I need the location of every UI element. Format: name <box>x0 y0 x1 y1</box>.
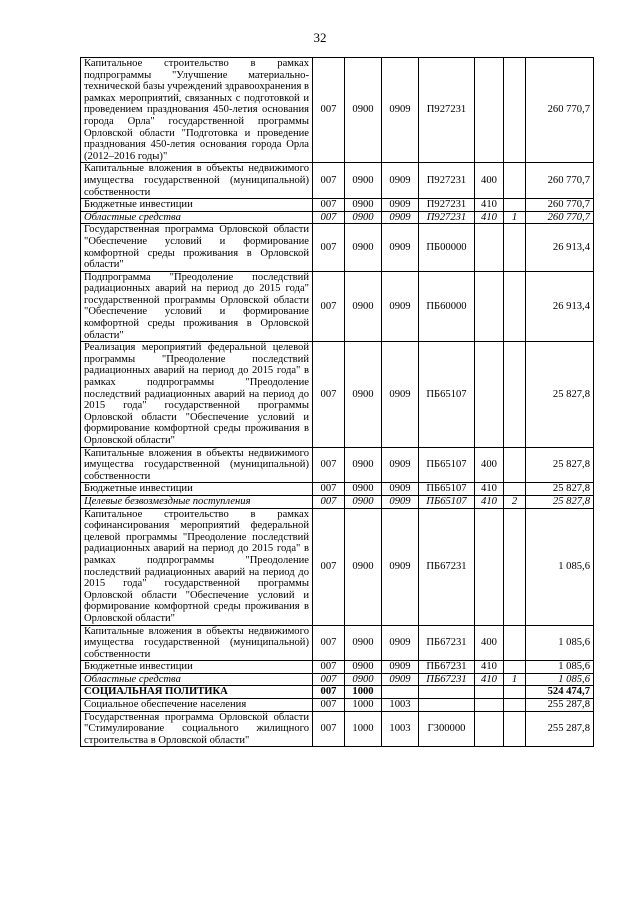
row-target-article-cell: ПБ67231 <box>419 625 475 661</box>
row-section-cell: 0900 <box>345 673 382 686</box>
row-name-cell: Социальное обеспечение населения <box>81 699 313 712</box>
row-name-cell: Реализация мероприятий федеральной целевой программы "Преодоление последствий радиационных аварий на период до 2015 года" в рамках подпрограммы "Преодоление последствий радиационных аварий на период до 2015 года" государственной программы Орловской области "Обеспечение условий и формирование комфортной среды проживания в Орловской области" <box>81 342 313 447</box>
table-row <box>81 495 594 508</box>
row-target-article-cell <box>419 699 475 712</box>
budget-table <box>80 57 594 747</box>
table-row <box>81 58 594 163</box>
row-grbs-cell: 007 <box>313 447 345 483</box>
row-sum-cell: 25 827,8 <box>526 495 594 508</box>
row-sum-cell: 25 827,8 <box>526 342 594 447</box>
row-subsection-cell: 0909 <box>382 271 419 342</box>
row-grbs-cell: 007 <box>313 224 345 271</box>
row-sum-cell: 260 770,7 <box>526 58 594 163</box>
row-subsection-cell: 0909 <box>382 625 419 661</box>
row-source-cell <box>504 342 526 447</box>
row-expense-type-cell: 410 <box>475 211 504 224</box>
row-subsection-cell: 0909 <box>382 199 419 212</box>
row-target-article-cell: ПБ67231 <box>419 508 475 625</box>
row-sum-cell: 260 770,7 <box>526 199 594 212</box>
row-subsection-cell: 0909 <box>382 211 419 224</box>
row-source-cell <box>504 271 526 342</box>
row-target-article-cell: Г300000 <box>419 711 475 747</box>
row-grbs-cell: 007 <box>313 711 345 747</box>
table-row <box>81 625 594 661</box>
row-subsection-cell: 1003 <box>382 699 419 712</box>
row-subsection-cell: 0909 <box>382 508 419 625</box>
row-source-cell <box>504 699 526 712</box>
budget-table-body <box>81 58 594 747</box>
row-expense-type-cell: 410 <box>475 661 504 674</box>
row-expense-type-cell <box>475 508 504 625</box>
row-subsection-cell: 0909 <box>382 661 419 674</box>
row-subsection-cell: 0909 <box>382 495 419 508</box>
row-target-article-cell: ПБ67231 <box>419 661 475 674</box>
row-source-cell <box>504 508 526 625</box>
row-source-cell <box>504 199 526 212</box>
row-section-cell: 0900 <box>345 447 382 483</box>
row-expense-type-cell <box>475 224 504 271</box>
table-row <box>81 711 594 747</box>
row-grbs-cell: 007 <box>313 686 345 699</box>
row-source-cell <box>504 58 526 163</box>
row-section-cell: 0900 <box>345 661 382 674</box>
row-sum-cell: 1 085,6 <box>526 673 594 686</box>
row-sum-cell: 25 827,8 <box>526 447 594 483</box>
table-row <box>81 699 594 712</box>
row-grbs-cell: 007 <box>313 483 345 496</box>
row-name-cell: Капитальные вложения в объекты недвижимого имущества государственной (муниципальной) собственности <box>81 447 313 483</box>
row-name-cell: Государственная программа Орловской области "Стимулирование социального жилищного строительства в Орловской области" <box>81 711 313 747</box>
row-sum-cell: 260 770,7 <box>526 163 594 199</box>
row-name-cell: Государственная программа Орловской области "Обеспечение условий и формирование комфортной среды проживания в Орловской области" <box>81 224 313 271</box>
row-name-cell: Областные средства <box>81 211 313 224</box>
table-row <box>81 508 594 625</box>
row-source-cell <box>504 625 526 661</box>
row-expense-type-cell <box>475 699 504 712</box>
row-name-cell: Бюджетные инвестиции <box>81 483 313 496</box>
row-expense-type-cell: 410 <box>475 483 504 496</box>
row-target-article-cell: ПБ60000 <box>419 271 475 342</box>
row-expense-type-cell: 400 <box>475 447 504 483</box>
row-name-cell: Областные средства <box>81 673 313 686</box>
row-sum-cell: 1 085,6 <box>526 508 594 625</box>
row-section-cell: 0900 <box>345 271 382 342</box>
row-target-article-cell: ПБ65107 <box>419 342 475 447</box>
row-grbs-cell: 007 <box>313 163 345 199</box>
row-section-cell: 0900 <box>345 211 382 224</box>
row-section-cell: 0900 <box>345 224 382 271</box>
row-source-cell: 2 <box>504 495 526 508</box>
row-subsection-cell: 0909 <box>382 224 419 271</box>
table-row <box>81 342 594 447</box>
row-grbs-cell: 007 <box>313 211 345 224</box>
row-expense-type-cell: 400 <box>475 163 504 199</box>
row-name-cell: Капитальное строительство в рамках софинансирования мероприятий федеральной целевой программы "Преодоление последствий радиационных аварий на период до 2015 года" в рамках подпрограммы "Преодоление последствий радиационных аварий на период до 2015 года" государственной программы Орловской области "Обеспечение условий и формирование комфортной среды проживания в Орловской области" <box>81 508 313 625</box>
row-target-article-cell: ПБ67231 <box>419 673 475 686</box>
row-section-cell: 1000 <box>345 699 382 712</box>
table-row <box>81 447 594 483</box>
row-source-cell: 1 <box>504 211 526 224</box>
row-grbs-cell: 007 <box>313 58 345 163</box>
row-expense-type-cell: 410 <box>475 199 504 212</box>
row-sum-cell: 255 287,8 <box>526 711 594 747</box>
row-section-cell: 1000 <box>345 686 382 699</box>
row-source-cell <box>504 483 526 496</box>
row-expense-type-cell: 400 <box>475 625 504 661</box>
table-row <box>81 686 594 699</box>
row-expense-type-cell <box>475 58 504 163</box>
row-target-article-cell: П927231 <box>419 211 475 224</box>
table-row <box>81 271 594 342</box>
row-target-article-cell: ПБ65107 <box>419 447 475 483</box>
row-name-cell: Бюджетные инвестиции <box>81 661 313 674</box>
row-sum-cell: 26 913,4 <box>526 271 594 342</box>
row-grbs-cell: 007 <box>313 342 345 447</box>
row-expense-type-cell <box>475 686 504 699</box>
row-section-cell: 1000 <box>345 711 382 747</box>
row-sum-cell: 1 085,6 <box>526 661 594 674</box>
row-target-article-cell: П927231 <box>419 163 475 199</box>
row-grbs-cell: 007 <box>313 661 345 674</box>
row-sum-cell: 524 474,7 <box>526 686 594 699</box>
table-row <box>81 673 594 686</box>
row-section-cell: 0900 <box>345 495 382 508</box>
row-grbs-cell: 007 <box>313 625 345 661</box>
row-grbs-cell: 007 <box>313 508 345 625</box>
row-target-article-cell: П927231 <box>419 58 475 163</box>
row-expense-type-cell <box>475 711 504 747</box>
row-subsection-cell: 0909 <box>382 673 419 686</box>
row-section-cell: 0900 <box>345 58 382 163</box>
row-name-cell: Капитальное строительство в рамках подпрограммы "Улучшение материально-технической базы учреждений здравоохранения в рамках мероприятий, связанных с подготовкой и проведением празднования 450-летия основания города Орла" государственной программы Орловской области "Подготовка и проведение празднования 450-летия основания города Орла (2012–2016 годы)" <box>81 58 313 163</box>
row-sum-cell: 26 913,4 <box>526 224 594 271</box>
row-expense-type-cell <box>475 271 504 342</box>
row-expense-type-cell: 410 <box>475 495 504 508</box>
row-source-cell <box>504 661 526 674</box>
row-grbs-cell: 007 <box>313 495 345 508</box>
row-target-article-cell: ПБ65107 <box>419 495 475 508</box>
table-row <box>81 224 594 271</box>
row-sum-cell: 260 770,7 <box>526 211 594 224</box>
table-row <box>81 163 594 199</box>
row-sum-cell: 1 085,6 <box>526 625 594 661</box>
page-number: 32 <box>313 30 327 45</box>
row-subsection-cell: 0909 <box>382 447 419 483</box>
row-subsection-cell <box>382 686 419 699</box>
row-section-cell: 0900 <box>345 625 382 661</box>
row-expense-type-cell: 410 <box>475 673 504 686</box>
row-name-cell: Подпрограмма "Преодоление последствий радиационных аварий на период до 2015 года" государственной программы Орловской области "Обеспечение условий и формирование комфортной среды проживания в Орловской области" <box>81 271 313 342</box>
row-section-cell: 0900 <box>345 342 382 447</box>
row-expense-type-cell <box>475 342 504 447</box>
row-subsection-cell: 0909 <box>382 483 419 496</box>
row-grbs-cell: 007 <box>313 199 345 212</box>
row-target-article-cell: ПБ65107 <box>419 483 475 496</box>
row-sum-cell: 25 827,8 <box>526 483 594 496</box>
row-source-cell: 1 <box>504 673 526 686</box>
row-grbs-cell: 007 <box>313 673 345 686</box>
row-section-cell: 0900 <box>345 199 382 212</box>
row-section-cell: 0900 <box>345 483 382 496</box>
row-subsection-cell: 0909 <box>382 58 419 163</box>
row-grbs-cell: 007 <box>313 699 345 712</box>
row-subsection-cell: 0909 <box>382 163 419 199</box>
table-row <box>81 661 594 674</box>
row-name-cell: Капитальные вложения в объекты недвижимого имущества государственной (муниципальной) собственности <box>81 625 313 661</box>
row-section-cell: 0900 <box>345 163 382 199</box>
row-name-cell: Целевые безвозмездные поступления <box>81 495 313 508</box>
row-source-cell <box>504 224 526 271</box>
row-section-cell: 0900 <box>345 508 382 625</box>
row-source-cell <box>504 711 526 747</box>
row-subsection-cell: 1003 <box>382 711 419 747</box>
table-row <box>81 483 594 496</box>
row-target-article-cell: П927231 <box>419 199 475 212</box>
row-source-cell <box>504 163 526 199</box>
table-row <box>81 211 594 224</box>
row-name-cell: Капитальные вложения в объекты недвижимого имущества государственной (муниципальной) собственности <box>81 163 313 199</box>
table-row <box>81 199 594 212</box>
row-sum-cell: 255 287,8 <box>526 699 594 712</box>
row-subsection-cell: 0909 <box>382 342 419 447</box>
row-target-article-cell: ПБ00000 <box>419 224 475 271</box>
row-name-cell: СОЦИАЛЬНАЯ ПОЛИТИКА <box>81 686 313 699</box>
row-source-cell <box>504 686 526 699</box>
row-name-cell: Бюджетные инвестиции <box>81 199 313 212</box>
row-grbs-cell: 007 <box>313 271 345 342</box>
row-source-cell <box>504 447 526 483</box>
row-target-article-cell <box>419 686 475 699</box>
